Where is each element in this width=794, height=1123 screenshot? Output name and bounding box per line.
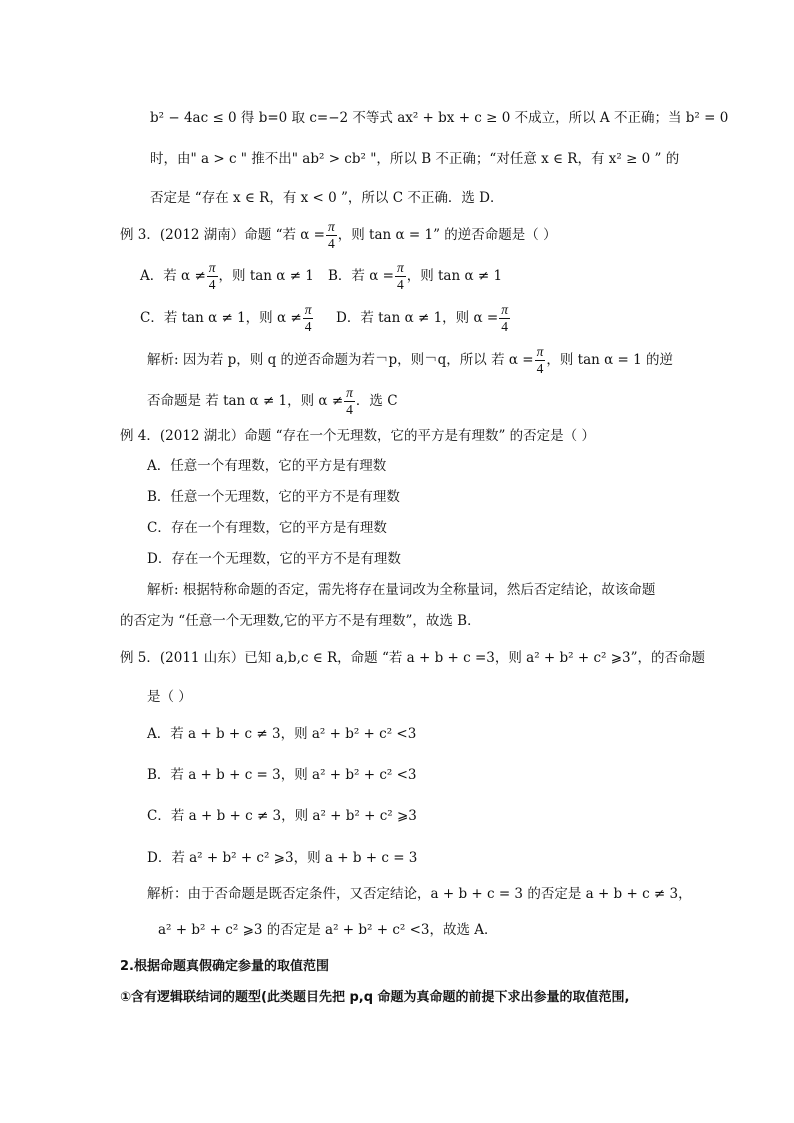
text-segment: C．若 tan α ≠ 1，则 α ≠ — [140, 310, 302, 326]
fraction-denominator: 4 — [208, 277, 216, 292]
fraction-numerator: π — [208, 260, 216, 275]
example-3-solution-2 — [147, 385, 398, 418]
example-4-solution-2: 的否定为 “任意一个无理数,它的平方不是有理数”，故选 B． — [120, 613, 481, 629]
text-segment: B．若 α = — [328, 268, 394, 284]
text-segment: D．若 tan α ≠ 1，则 α = — [336, 310, 499, 326]
example-3-option-d — [336, 302, 511, 335]
example-5-solution-1: 解析：由于否命题是既否定条件，又否定结论，a + b + c = 3 的否定是 a + b + c ≠ 3， — [147, 886, 692, 902]
text-line: 否定是 “存在 x ∈ R，有 x < 0 ”，所以 C 不正确．选 D． — [150, 190, 504, 206]
example-5-option-a: A．若 a + b + c ≠ 3，则 a² + b² + c² <3 — [147, 726, 417, 742]
example-3-option-b — [328, 260, 502, 293]
text-segment: 例 3．(2012 湖南）命题 “若 α = — [120, 227, 325, 243]
example-5-option-b: B．若 a + b + c = 3，则 a² + b² + c² <3 — [147, 767, 417, 783]
section-heading: 2.根据命题真假确定参量的取值范围 — [120, 959, 329, 974]
example-3-option-a — [140, 260, 314, 293]
fraction-numerator: π — [536, 344, 544, 359]
fraction-pi-over-4 — [535, 344, 546, 377]
fraction-numerator: π — [346, 385, 353, 400]
fraction-pi-over-4 — [207, 260, 218, 293]
text-segment: ，则 tan α ≠ 1 — [406, 268, 503, 284]
example-4-option-a: A．任意一个有理数，它的平方是有理数 — [147, 458, 387, 474]
text-segment: 解析: 因为若 p，则 q 的逆否命题为若￢p，则￢q，所以 若 α = — [147, 352, 534, 368]
fraction-pi-over-4 — [344, 385, 355, 418]
text-segment: 否命题是 若 tan α ≠ 1，则 α ≠ — [147, 393, 344, 409]
example-5-question: 例 5．(2011 山东）已知 a,b,c ∈ R，命题 “若 a + b + c =3，则 a² + b² + c² ⩾3”，的否命题 — [120, 650, 706, 666]
fraction-denominator: 4 — [346, 402, 353, 417]
text-line: b² − 4ac ≤ 0 得 b=0 取 c=−2 不等式 ax² + bx + c ≥ 0 不成立，所以 A 不正确；当 b² = 0 — [150, 110, 729, 126]
fraction-denominator: 4 — [536, 361, 544, 376]
fraction-denominator: 4 — [396, 277, 404, 292]
example-5-question-cont: 是（ ） — [147, 689, 192, 705]
text-segment: A．若 α ≠ — [140, 268, 206, 284]
example-4-solution-1: 解析: 根据特称命题的否定，需先将存在量词改为全称量词，然后否定结论，故该命题 — [147, 582, 656, 598]
fraction-numerator: π — [501, 302, 508, 317]
example-4-option-b: B．任意一个无理数，它的平方不是有理数 — [147, 489, 400, 505]
text-segment: ，则 tan α = 1 的逆 — [546, 352, 674, 368]
fraction-pi-over-4 — [395, 260, 406, 293]
example-3-option-c — [140, 302, 314, 335]
example-3-solution-1 — [147, 344, 673, 377]
text-segment: ，则 tan α ≠ 1 — [218, 268, 314, 284]
text-line: 时，由" a > c " 推不出" ab² > cb² "，所以 B 不正确；“对任意 x ∈ R，有 x² ≥ 0 ” 的 — [150, 151, 680, 167]
fraction-numerator: π — [304, 302, 312, 317]
fraction-pi-over-4 — [326, 219, 337, 252]
text-segment: ，则 tan α = 1” 的逆否命题是（ ） — [337, 227, 557, 243]
fraction-pi-over-4 — [303, 302, 314, 335]
example-4-option-c: C．存在一个有理数，它的平方是有理数 — [147, 520, 387, 536]
example-5-solution-2: a² + b² + c² ⩾3 的否定是 a² + b² + c² <3，故选 A． — [158, 922, 498, 938]
subsection-heading: ①含有逻辑联结词的题型(此类题目先把 p,q 命题为真命题的前提下求出参量的取值范围, — [120, 990, 630, 1005]
fraction-denominator: 4 — [328, 236, 335, 251]
example-3-question — [120, 219, 557, 252]
fraction-numerator: π — [328, 219, 335, 234]
fraction-denominator: 4 — [304, 319, 312, 334]
fraction-pi-over-4 — [499, 302, 510, 335]
text-segment: ．选 C — [355, 393, 398, 409]
fraction-denominator: 4 — [501, 319, 508, 334]
example-5-option-c: C．若 a + b + c ≠ 3，则 a² + b² + c² ⩾3 — [147, 808, 417, 824]
fraction-numerator: π — [396, 260, 404, 275]
example-5-option-d: D．若 a² + b² + c² ⩾3，则 a + b + c = 3 — [147, 850, 418, 866]
example-4-question: 例 4．(2012 湖北）命题 “存在一个无理数，它的平方是有理数” 的否定是（ ） — [120, 428, 595, 444]
example-4-option-d: D．存在一个无理数，它的平方不是有理数 — [147, 551, 401, 567]
